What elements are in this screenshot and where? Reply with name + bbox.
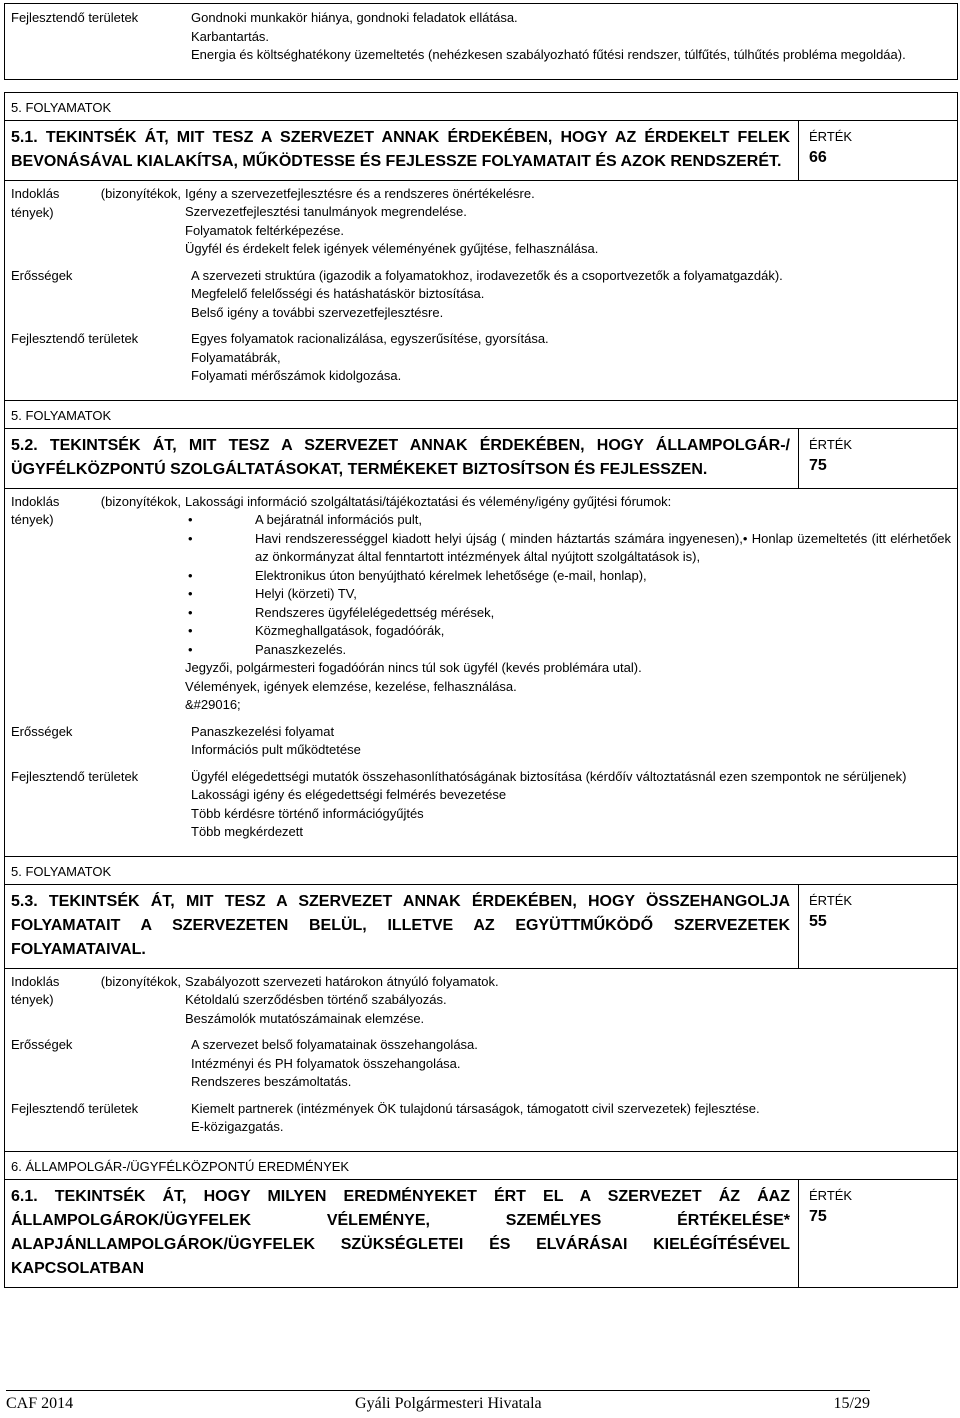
text-line: Igény a szervezetfejlesztésre és a rendszeres önértékelésre.	[185, 185, 535, 201]
text-line: Folyamatok feltérképezése.	[185, 222, 344, 238]
top-row	[5, 9, 957, 65]
text-line: Rendszeres beszámoltatás.	[191, 1074, 352, 1089]
text-line: Intézményi és PH folyamatok összehangolása.	[191, 1055, 461, 1071]
erossegek-row	[5, 723, 957, 760]
indoklas-label-a: Indoklás	[11, 185, 60, 201]
fejlesztendo-label: Fejlesztendő területek	[11, 331, 139, 346]
criterion-value	[799, 1180, 957, 1287]
text-line: Egyes folyamatok racionalizálása, egyszerűsítése, gyorsítása.	[191, 331, 549, 346]
fejlesztendo-row	[5, 1100, 957, 1137]
text-line: Kétoldalú szerződésben történő szabályozás.	[185, 992, 447, 1007]
erossegek-row	[5, 1036, 957, 1092]
section-header-5: 5. FOLYAMATOK	[4, 857, 958, 885]
value-label: ÉRTÉK	[809, 436, 853, 452]
indoklas-label-c: tények)	[11, 992, 54, 1007]
footer-page-number: 15/29	[833, 1395, 870, 1412]
value-label: ÉRTÉK	[809, 128, 853, 144]
text-line: Panaszkezelési folyamat	[191, 723, 335, 739]
indoklas-label-c: tények)	[11, 512, 54, 527]
text-line: Szabályozott szervezeti határokon átnyúló folyamatok.	[185, 973, 499, 989]
criterion-title: 5.2. TEKINTSÉK ÁT, MIT TESZ A SZERVEZET ANNAK ÉRDEKÉBEN, HOGY ÁLLAMPOLGÁR-/ÜGYFÉLKÖZPONTÚ SZOLGÁLTATÁSOKAT, TERMÉKEKET BIZTOSÍTSON ÉS FEJLESSZEN.	[5, 429, 799, 488]
top-content	[191, 9, 957, 65]
text-line: Több megkérdezett	[191, 824, 304, 839]
list-item: • Rendszeres ügyfélelégedettség mérések,	[185, 604, 951, 623]
text-line: Információs pult működtetése	[191, 742, 361, 757]
value-label: ÉRTÉK	[809, 1187, 853, 1203]
footer-center: Gyáli Polgármesteri Hivatala	[355, 1395, 542, 1412]
text-line: Jegyzői, polgármesteri fogadóórán nincs túl sok ügyfél (kevés problémára utal).	[185, 660, 642, 675]
text-line: &#29016;	[185, 697, 241, 712]
fejlesztendo-content	[191, 1100, 957, 1137]
fejlesztendo-row	[5, 768, 957, 842]
criterion-title: 5.1. TEKINTSÉK ÁT, MIT TESZ A SZERVEZET ANNAK ÉRDEKÉBEN, HOGY AZ ÉRDEKELT FELEK BEVONÁSÁVAL KIALAKÍTSA, MŰKÖDTESSE ÉS FEJLESSZE FOLYAMATAIT ÉS AZOK RENDSZERÉT.	[5, 121, 799, 180]
criterion-value	[799, 121, 957, 180]
indoklas-row	[5, 493, 957, 715]
criterion-6-1	[4, 1180, 958, 1288]
indoklas-label-block	[5, 493, 185, 715]
fejlesztendo-content	[191, 330, 957, 386]
erossegek-label: Erősségek	[11, 267, 73, 283]
erossegek-label: Erősségek	[11, 723, 73, 739]
erossegek-label: Erősségek	[11, 1037, 73, 1052]
bullet-list	[185, 511, 951, 659]
indoklas-label-a: Indoklás	[11, 973, 60, 989]
indoklas-label-a: Indoklás	[11, 493, 60, 509]
indoklas-label-b: (bizonyítékok,	[100, 185, 181, 201]
list-item: • Havi rendszerességgel kiadott helyi újság ( minden háztartás számára ingyenesen),• Honlap üzemeltetés (itt elérhetőek az önkormányzat által fenntartott intézmények által nyújtott szolgáltatások is),	[185, 530, 951, 567]
indoklas-row	[5, 185, 957, 259]
indoklas-label-b: (bizonyítékok,	[100, 973, 181, 989]
fejlesztendo-label: Fejlesztendő területek	[11, 768, 139, 784]
text-line: Lakossági igény és elégedettségi felmérés bevezetése	[191, 787, 507, 802]
text-line: Több kérdésre történő információgyűjtés	[191, 805, 424, 821]
criterion-value	[799, 885, 957, 968]
top-label: Fejlesztendő területek	[11, 10, 139, 25]
indoklas-label-c: tények)	[11, 204, 54, 220]
section-header-6: 6. ÁLLAMPOLGÁR-/ÜGYFÉLKÖZPONTÚ EREDMÉNYEK	[4, 1152, 958, 1180]
page-footer	[6, 1390, 870, 1415]
text-line: Kiemelt partnerek (intézmények ÖK tulajdonú társaságok, támogatott civil szervezetek) fejlesztése.	[191, 1100, 760, 1116]
indoklas-label	[5, 973, 185, 992]
fejlesztendo-label: Fejlesztendő területek	[11, 1100, 139, 1116]
indoklas-content	[185, 493, 957, 715]
value-number: 55	[809, 912, 827, 930]
top-block	[4, 3, 958, 80]
criterion-body-5-3	[4, 969, 958, 1152]
criterion-body-5-1	[4, 181, 958, 401]
erossegek-content	[191, 723, 957, 760]
indoklas-content	[185, 973, 957, 1029]
top-line: Karbantartás.	[191, 28, 270, 44]
criterion-title: 6.1. TEKINTSÉK ÁT, HOGY MILYEN EREDMÉNYEKET ÉRT EL A SZERVEZET ÁZ ÁAZ ÁLLAMPOLGÁROK/ÜGYFELEK VÉLEMÉNYE, SZEMÉLYES ÉRTÉKELÉSE* ALAPJÁNLLAMPOLGÁROK/ÜGYFELEK SZÜKSÉGLETEI ÉS ELVÁRÁSAI KIELÉGÍTÉSÉVEL KAPCSOLATBAN	[5, 1180, 799, 1287]
footer-left: CAF 2014	[6, 1395, 74, 1412]
value-number: 66	[809, 148, 827, 166]
list-item: • Panaszkezelés.	[185, 641, 951, 660]
top-line: Energia és költséghatékony üzemeltetés (nehézkesen szabályozható fűtési rendszer, túlfűtés, túlhűtés probléma megoldáa).	[191, 47, 906, 62]
fejlesztendo-content	[191, 768, 957, 842]
text-line: Folyamati mérőszámok kidolgozása.	[191, 368, 402, 383]
text-line: Beszámolók mutatószámainak elemzése.	[185, 1010, 425, 1026]
text-line: Vélemények, igények elemzése, kezelése, felhasználása.	[185, 678, 517, 694]
text-line: Folyamatábrák,	[191, 349, 281, 365]
value-number: 75	[809, 1207, 827, 1225]
text-line: A szervezeti struktúra (igazodik a folyamatokhoz, irodavezetők és a csoportvezetők a folyamatgazdák).	[191, 267, 783, 283]
criterion-body-5-2	[4, 489, 958, 857]
list-item: • Közmeghallgatások, fogadóórák,	[185, 622, 951, 641]
indoklas-label	[5, 493, 185, 512]
text-line: Belső igény a további szervezetfejlesztésre.	[191, 304, 444, 320]
value-number: 75	[809, 456, 827, 474]
text-line: Szervezetfejlesztési tanulmányok megrendelése.	[185, 204, 467, 219]
text-line: E-közigazgatás.	[191, 1119, 284, 1134]
section-header-5: 5. FOLYAMATOK	[4, 92, 958, 121]
criterion-5-2	[4, 429, 958, 489]
text-line: Lakossági információ szolgáltatási/tájékoztatási és vélemény/igény gyűjtési fórumok:	[185, 493, 672, 509]
list-item: • A bejáratnál információs pult,	[185, 511, 951, 530]
text-line: Ügyfél és érdekelt felek igények véleményének gyűjtése, felhasználása.	[185, 241, 599, 256]
indoklas-label-block	[5, 973, 185, 1029]
value-label: ÉRTÉK	[809, 892, 853, 908]
criterion-title: 5.3. TEKINTSÉK ÁT, MIT TESZ A SZERVEZET ANNAK ÉRDEKÉBEN, HOGY ÖSSZEHANGOLJA FOLYAMATAIT A SZERVEZETEN BELÜL, ILLETVE AZ EGYÜTTMŰKÖDŐ SZERVEZETEK FOLYAMATAIVAL.	[5, 885, 799, 968]
section-header-5: 5. FOLYAMATOK	[4, 401, 958, 429]
document-page	[4, 3, 958, 1288]
fejlesztendo-row	[5, 330, 957, 386]
criterion-value	[799, 429, 957, 488]
list-item: • Elektronikus úton benyújtható kérelmek lehetősége (e-mail, honlap),	[185, 567, 951, 586]
criterion-5-3	[4, 885, 958, 969]
text-line: Ügyfél elégedettségi mutatók összehasonlíthatóságának biztosítása (kérdőív változtatásnál ezen szempontok ne sérüljenek)	[191, 768, 907, 784]
indoklas-label-b: (bizonyítékok,	[100, 493, 181, 509]
indoklas-content	[185, 185, 957, 259]
list-item: • Helyi (körzeti) TV,	[185, 585, 951, 604]
erossegek-row	[5, 267, 957, 323]
erossegek-content	[191, 267, 957, 323]
top-line: Gondnoki munkakör hiánya, gondnoki feladatok ellátása.	[191, 10, 518, 25]
indoklas-row	[5, 973, 957, 1029]
text-line: Megfelelő felelősségi és hatáshatáskör biztosítása.	[191, 286, 485, 301]
criterion-5-1	[4, 121, 958, 181]
erossegek-content	[191, 1036, 957, 1092]
text-line: A szervezet belső folyamatainak összehangolása.	[191, 1037, 478, 1052]
